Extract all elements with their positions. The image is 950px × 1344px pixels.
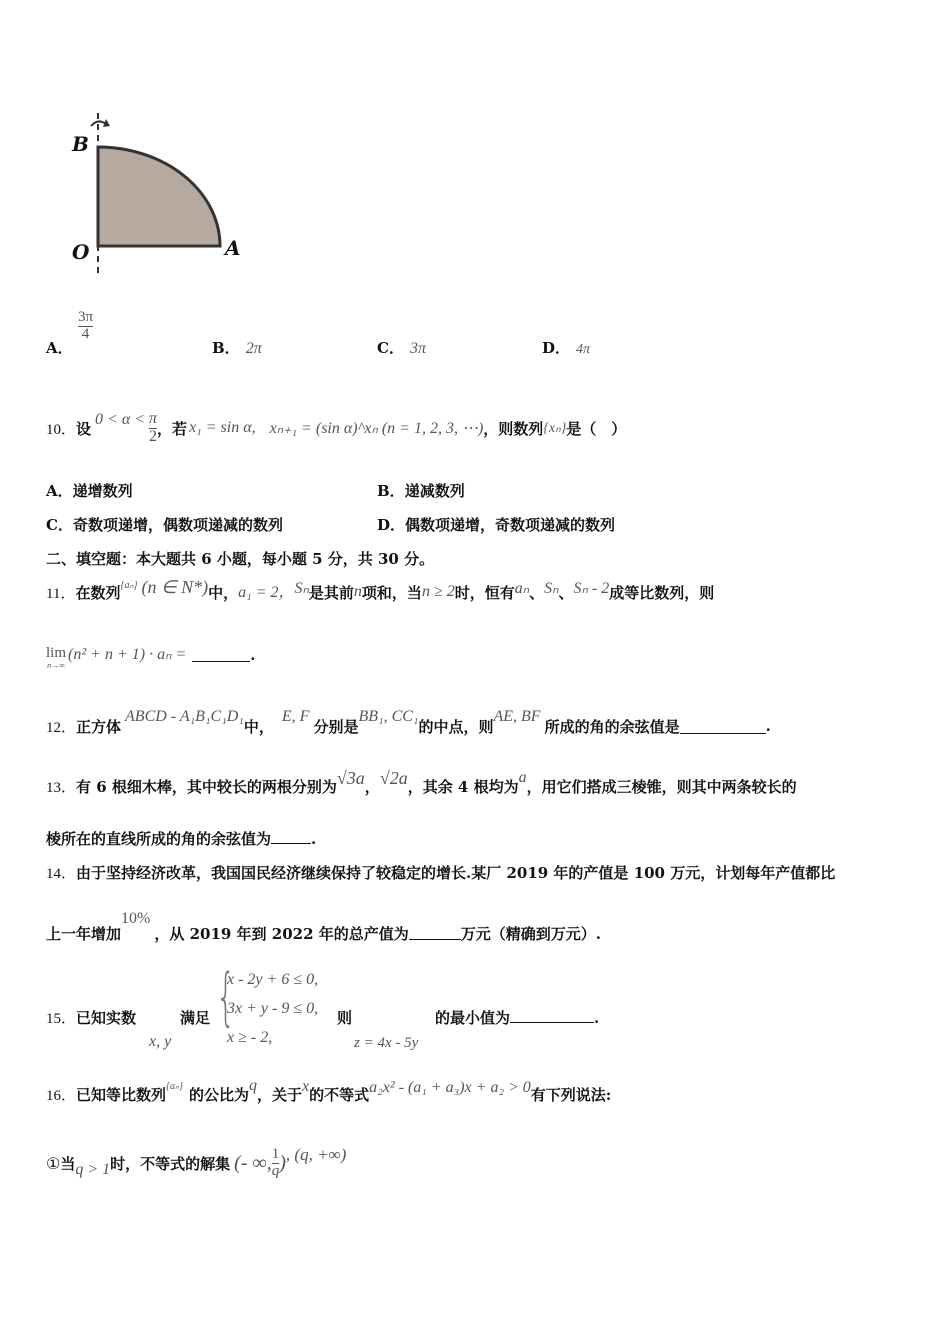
q13-line2 xyxy=(46,828,316,849)
q15-end: . xyxy=(594,1009,600,1027)
q11-expr: (n² + n + 1) · aₙ = xyxy=(68,646,187,663)
q13-end: . xyxy=(311,830,317,848)
q11-lim xyxy=(46,646,66,670)
q14-line1-text: 由于坚持经济改革，我国国民经济继续保持了较稳定的增长.某厂 2019 年的产值是 100 万元，计划每年产值都比 xyxy=(76,864,836,882)
option-letter: B． xyxy=(377,482,405,500)
q13-t1: 有 6 根细木棒，其中较长的两根分别为 xyxy=(76,777,337,796)
option-letter: C． xyxy=(377,339,404,357)
option-value: 4π xyxy=(576,342,591,357)
q9-option-b[interactable] xyxy=(212,337,262,358)
option-text: 递减数列 xyxy=(404,482,465,500)
q13-m2: √2a xyxy=(379,767,408,788)
q10-option-c[interactable] xyxy=(46,514,283,535)
q12-t1: 正方体 xyxy=(76,717,122,736)
q14-t1: 上一年增加 xyxy=(46,924,122,943)
q15-stem xyxy=(46,1007,136,1028)
q11-number: 11． xyxy=(46,585,76,602)
option-letter: D． xyxy=(542,339,571,357)
frac-den: 2 xyxy=(149,427,158,445)
q11-m3: a₁ = 2， xyxy=(238,583,295,601)
q14-number: 14． xyxy=(46,866,77,882)
q15-c3: x ≥ - 2, xyxy=(227,1029,273,1046)
q9-option-c[interactable] xyxy=(377,337,426,358)
q9-option-a[interactable] xyxy=(46,337,73,358)
q13-answer-blank[interactable] xyxy=(271,843,311,844)
frac-den: q xyxy=(271,1162,280,1179)
q12-number: 12． xyxy=(46,719,77,736)
q11-t5: 时，恒有 xyxy=(454,583,515,602)
label-o: O xyxy=(72,240,90,264)
q11-m2: (n ∈ N*) xyxy=(141,576,209,597)
q15-t2: 满足 xyxy=(180,1009,211,1027)
q12-m2: E, F xyxy=(281,708,310,725)
q16-number: 16． xyxy=(46,1087,77,1104)
lim-sub: n→∞ xyxy=(47,660,65,670)
s1-t2: 时，不等式的解集 xyxy=(110,1154,231,1173)
q11-limit xyxy=(46,644,255,670)
option-text: 偶数项递增，奇数项递减的数列 xyxy=(405,516,616,534)
option-value: 3π xyxy=(409,340,426,357)
q16-m4: a₂x² - (a₁ + a₃)x + a₂ > 0 xyxy=(369,1079,531,1096)
q9-option-d[interactable] xyxy=(542,337,590,358)
q10-prefix: 设 xyxy=(76,419,92,438)
q15-number: 15． xyxy=(46,1011,77,1027)
section-heading: 二、填空题：本大题共 6 小题，每小题 5 分，共 30 分。 xyxy=(46,550,435,568)
q11-m4: Sₙ xyxy=(294,580,309,597)
option-text: 奇数项递增，偶数项递减的数列 xyxy=(72,516,283,534)
q12-end: . xyxy=(765,717,771,735)
option-letter: D． xyxy=(377,516,406,534)
q13-m3: a xyxy=(518,769,527,786)
q10-recurrence: xₙ₊₁ = (sin α)^xₙ (n = 1, 2, 3, ⋯) xyxy=(269,420,484,437)
q13-t4: ，用它们搭成三棱锥，则其中两条较长的 xyxy=(526,777,797,796)
s1-m2b: ) xyxy=(279,1151,286,1174)
q16-statement-1 xyxy=(46,1136,346,1190)
q10-comma: ，若 xyxy=(157,419,188,438)
q15-t3: 则 xyxy=(337,1009,353,1027)
q14-line1 xyxy=(46,862,835,883)
q13-line2-text: 棱所在的直线所成的角的余弦值为 xyxy=(46,830,272,848)
q14-m1: 10% xyxy=(121,910,151,927)
q11-m1: {aₙ} xyxy=(120,579,138,591)
frac-den: 4 xyxy=(81,325,90,342)
q11-m7: aₙ xyxy=(514,580,530,597)
frac-num: 1 xyxy=(271,1145,280,1162)
q15-t1: 已知实数 xyxy=(76,1009,137,1027)
q10-seq: {xₙ} xyxy=(543,420,567,436)
q10-x1: x₁ = sin α, xyxy=(189,419,256,436)
q12-t2: 中， xyxy=(243,717,274,736)
q12-m3: BB₁, CC₁ xyxy=(358,708,419,725)
q9-option-a-value xyxy=(78,310,93,343)
q11-t6: 、 xyxy=(529,583,545,602)
q15-tail xyxy=(435,1007,599,1028)
q11-t8: 成等比数列，则 xyxy=(609,583,715,602)
q10-tail: 是（ ） xyxy=(566,419,627,438)
q12-t5: 所成的角的余弦值是 xyxy=(544,717,680,736)
q15-vars: x, y xyxy=(149,1033,172,1050)
q16-t5: 有下列说法: xyxy=(530,1085,612,1104)
label-b: B xyxy=(72,132,89,156)
option-letter: A． xyxy=(46,339,73,357)
option-letter: C． xyxy=(46,516,73,534)
q12-m4: AE, BF xyxy=(493,708,541,725)
quarter-disk-region xyxy=(98,147,220,246)
q12-stem xyxy=(46,704,771,748)
q15-answer-blank[interactable] xyxy=(510,1022,594,1023)
q11-t1: 在数列 xyxy=(75,583,121,602)
q11-m9: Sₙ - 2 xyxy=(573,580,610,597)
q13-stem xyxy=(46,764,797,808)
q15-brace: { xyxy=(215,960,236,1033)
q15-z: z = 4x - 5y xyxy=(354,1035,419,1051)
q13-m1: √3a xyxy=(336,767,365,788)
q10-option-a[interactable] xyxy=(46,480,133,501)
option-letter: B． xyxy=(212,339,240,357)
q15-c2: 3x + y - 9 ≤ 0, xyxy=(227,1000,319,1017)
option-letter: A． xyxy=(46,482,73,500)
q10-stem xyxy=(46,400,626,456)
q10-suffix: ，则数列 xyxy=(483,419,544,438)
q16-t2: 的公比为 xyxy=(189,1085,250,1104)
q16-stem xyxy=(46,1072,611,1116)
q16-m3: x xyxy=(302,1078,310,1095)
q15-c1: x - 2y + 6 ≤ 0, xyxy=(227,971,319,988)
q11-stem xyxy=(46,572,714,612)
q15-t4: 的最小值为 xyxy=(435,1009,511,1027)
q12-m1: ABCD - A₁B₁C₁D₁ xyxy=(125,708,244,725)
label-a: A xyxy=(225,236,241,260)
q16-t1: 已知等比数列 xyxy=(76,1085,167,1104)
q14-t3: 万元（精确到万元）. xyxy=(460,924,601,943)
q12-answer-blank[interactable] xyxy=(680,733,766,734)
q14-answer-blank[interactable] xyxy=(409,939,461,940)
q10-frac xyxy=(149,411,157,446)
q13-number: 13． xyxy=(46,779,77,796)
q10-option-d[interactable] xyxy=(377,514,615,535)
q14-line2 xyxy=(46,906,601,946)
option-value: 2π xyxy=(245,340,262,357)
q12-t4: 的中点，则 xyxy=(418,717,494,736)
q10-cond: 0 < α < xyxy=(95,411,146,428)
s1-m3: , (q, +∞) xyxy=(285,1145,347,1164)
q16-m2: q xyxy=(249,1077,258,1094)
q13-t2: ， xyxy=(364,777,380,796)
q11-m5: n xyxy=(353,583,362,600)
q14-t2: ，从 2019 年到 2022 年的总产值为 xyxy=(154,924,409,943)
q11-m8: Sₙ xyxy=(544,580,559,597)
lim-word: lim xyxy=(46,644,67,661)
frac-num: 3π xyxy=(78,309,94,325)
q11-end: . xyxy=(250,646,256,664)
q16-t4: 的不等式 xyxy=(309,1085,370,1104)
q10-option-b[interactable] xyxy=(377,480,465,501)
q11-answer-blank[interactable] xyxy=(192,661,250,662)
q11-t7: 、 xyxy=(558,583,574,602)
option-text: 递增数列 xyxy=(72,482,133,500)
s1-m1: q > 1 xyxy=(75,1161,111,1178)
q16-t3: ，关于 xyxy=(257,1085,303,1104)
q11-t2: 中， xyxy=(208,583,239,602)
q11-t3: 是其前 xyxy=(308,583,354,602)
s1-mark: ① xyxy=(46,1153,61,1173)
frac-num: π xyxy=(149,409,158,427)
q12-t3: 分别是 xyxy=(313,717,359,736)
q11-m6: n ≥ 2 xyxy=(421,583,455,600)
s1-m2a: (- ∞, xyxy=(234,1151,272,1174)
q11-t4: 项和，当 xyxy=(361,583,422,602)
q16-m1: {aₙ} xyxy=(166,1080,184,1092)
q13-t3: ，其余 4 根均为 xyxy=(407,777,519,796)
q10-number: 10． xyxy=(46,421,77,438)
s1-t1: 当 xyxy=(60,1154,76,1173)
